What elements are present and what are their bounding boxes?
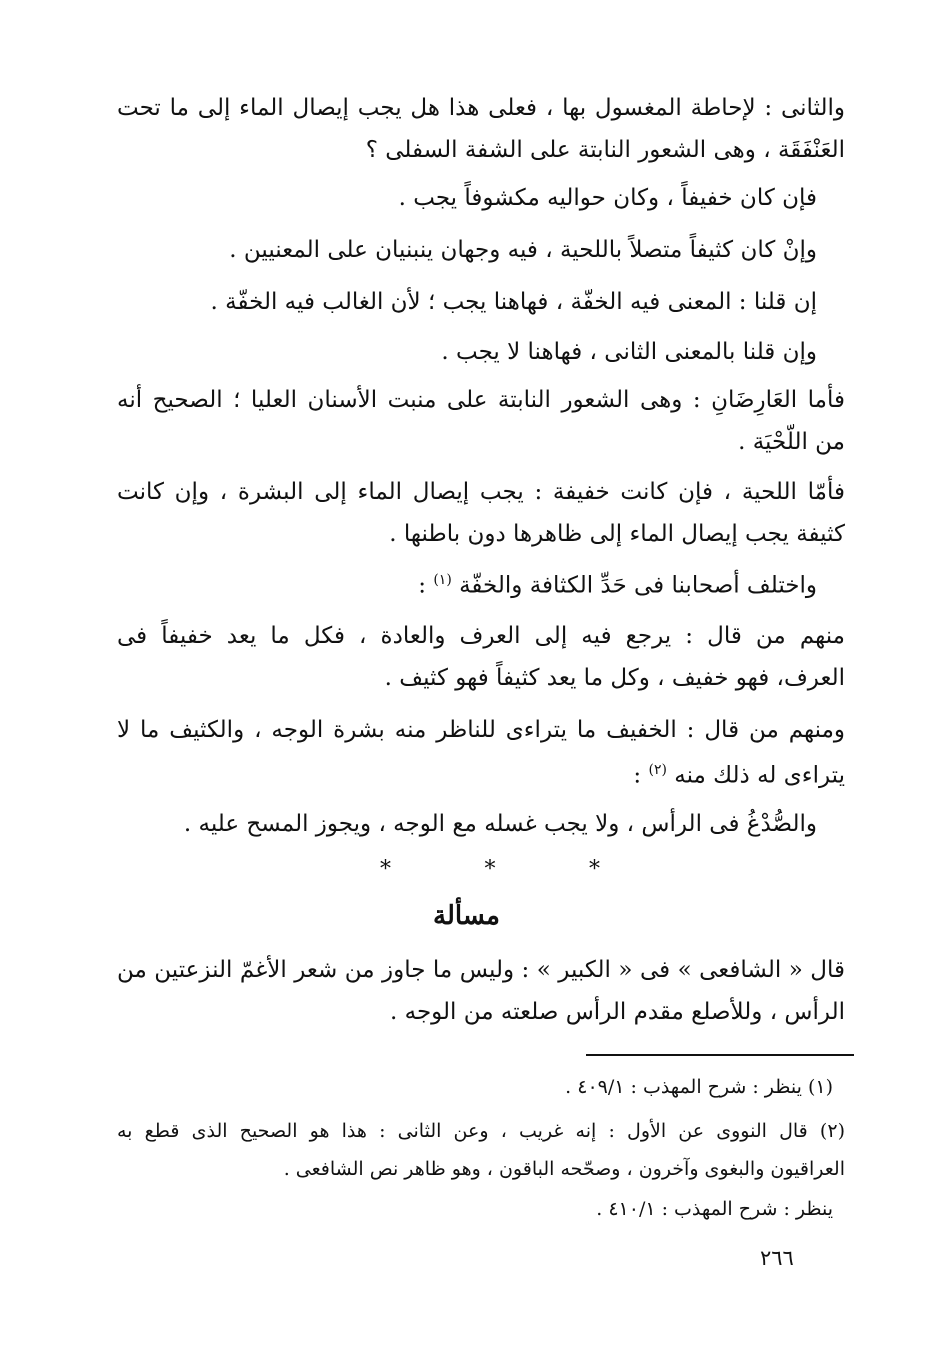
body-line-15-text: يتراءى له ذلك منه <box>674 762 845 789</box>
footnote-1: (١) ينظر : شرح المهذب : ٤٠٩/١ . <box>565 1076 833 1098</box>
body-line-11 <box>418 562 817 604</box>
body-line-3: فإن كان خفيفاً ، وكان حواليه مكشوفاً يجب . <box>398 185 817 211</box>
body-line-12: منهم من قال : يرجع فيه إلى العرف والعادة ، فكل ما يعد خفيفاً فى <box>117 623 845 649</box>
section-line-1: قال « الشافعى » فى « الكبير » : وليس ما جاوز من شعر الأغمّ النزعتين من <box>117 957 845 983</box>
footnote-2-line-3: ينظر : شرح المهذب : ٤١٠/١ . <box>596 1198 833 1220</box>
body-line-7: فأما العَارِضَانِ : وهى الشعور النابتة على منبت الأسنان العليا ؛ الصحيح أنه <box>117 387 845 413</box>
body-line-15 <box>633 752 845 794</box>
star-icon: * <box>589 857 600 882</box>
body-line-11-text: واختلف أصحابنا فى حَدِّ الكثافة والخفّة <box>459 572 817 599</box>
page-number: ٢٦٦ <box>760 1246 794 1270</box>
body-line-10: كثيفة يجب إيصال الماء إلى ظاهرها دون باطنها . <box>389 521 845 547</box>
body-line-5: إن قلنا : المعنى فيه الخفّة ، فهاهنا يجب ؛ لأن الغالب فيه الخفّة . <box>210 289 817 315</box>
body-line-2: العَنْفَقَة ، وهى الشعور النابتة على الشفة السفلى ؟ <box>365 137 845 163</box>
footnote-ref-2: (٢) <box>648 762 667 778</box>
body-line-16: والصُّدْغُ فى الرأس ، ولا يجب غسله مع الوجه ، ويجوز المسح عليه . <box>183 811 817 837</box>
section-heading: مسألة <box>433 901 500 931</box>
body-line-9: فأمّا اللحية ، فإن كانت خفيفة : يجب إيصال الماء إلى البشرة ، وإن كانت <box>117 479 845 505</box>
star-icon: * <box>380 857 391 882</box>
body-line-4: وإنْ كان كثيفاً متصلاً باللحية ، فيه وجهان ينبنيان على المعنيين . <box>229 237 817 263</box>
colon: : <box>418 572 426 599</box>
section-line-2: الرأس ، وللأصلع مقدم الرأس صلعته من الوجه . <box>390 999 845 1025</box>
colon: : <box>633 762 642 789</box>
section-separator <box>380 854 600 886</box>
footnote-divider <box>586 1054 854 1056</box>
star-icon: * <box>484 857 496 882</box>
body-line-1: والثانى : لإحاطة المغسول بها ، فعلى هذا هل يجب إيصال الماء إلى ما تحت <box>117 95 845 121</box>
body-line-6: وإن قلنا بالمعنى الثانى ، فهاهنا لا يجب . <box>441 339 817 365</box>
body-line-13: العرف، فهو خفيف ، وكل ما يعد كثيفاً فهو كثيف . <box>384 665 845 691</box>
body-line-14: ومنهم من قال : الخفيف ما يتراءى للناظر منه بشرة الوجه ، والكثيف ما لا <box>117 717 845 743</box>
footnote-2-line-1: (٢) قال النووى عن الأول : إنه غريب ، وعن الثانى : هذا هو الصحيح الذى قطع به <box>117 1120 845 1142</box>
body-line-8: من اللّحْيَة . <box>738 429 845 455</box>
footnote-ref-1: (١) <box>433 572 452 588</box>
footnote-2-line-2: العراقيون والبغوى وآخرون ، وصحّحه الباقون ، وهو ظاهر نص الشافعى . <box>283 1158 845 1180</box>
